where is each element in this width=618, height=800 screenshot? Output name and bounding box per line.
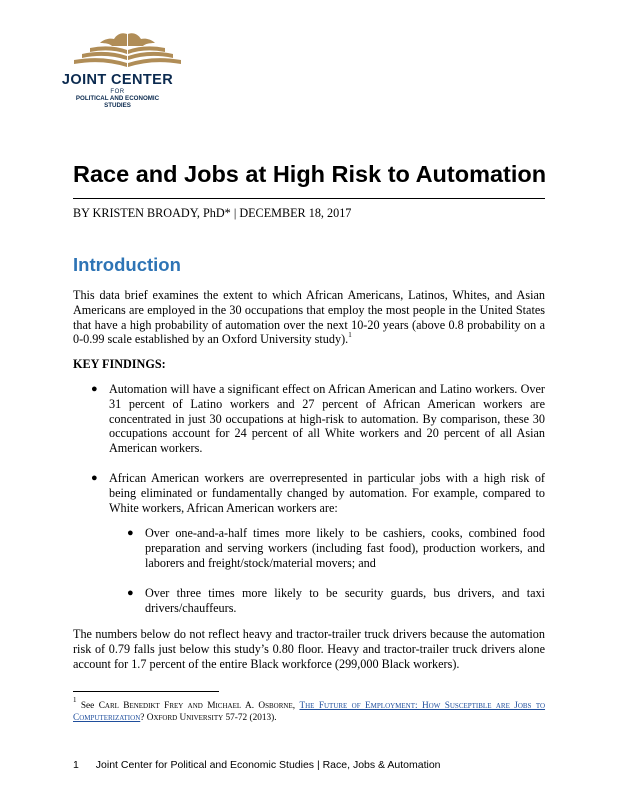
list-item	[91, 471, 545, 515]
list-item	[91, 382, 545, 456]
bullet-icon: ●	[91, 472, 98, 484]
logo-text-for: FOR	[110, 89, 125, 95]
bullet-icon: ●	[127, 527, 134, 539]
footnote-link[interactable]: The Future of Employment: How Susceptible are Jobs to Computerization	[73, 701, 546, 723]
footnote-after-link: ?	[140, 713, 145, 723]
logo-text-joint-center: JOINT CENTER	[61, 72, 174, 88]
eagle-book-icon	[70, 30, 185, 70]
footnote-authors: Carl Benedikt Frey and Michael A. Osborne,	[98, 701, 296, 711]
bullet-text: African American workers are overrepresented in particular jobs with a high risk of being eliminated or fundamentally changed by automation. For example, compared to White workers, African American workers are:	[109, 471, 545, 515]
page-footer	[73, 759, 441, 771]
footnote-number: 1	[73, 696, 77, 704]
numbers-paragraph: The numbers below do not reflect heavy and tractor-trailer truck drivers because the automation risk of 0.79 falls just below this study’s 0.80 floor. Heavy and tractor-trailer truck drivers alone account for 1.7 percent of the entire Black workforce (299,000 Black workers).	[73, 627, 545, 671]
bullet-icon: ●	[127, 587, 134, 599]
bullet-icon: ●	[91, 383, 98, 395]
sub-list-item	[127, 586, 545, 616]
logo-text-political-economic: POLITICAL AND ECONOMIC	[75, 95, 160, 102]
footnote-see: See	[80, 701, 95, 711]
footer-text: Joint Center for Political and Economic Studies | Race, Jobs & Automation	[95, 759, 441, 771]
footnote-publisher: Oxford University 57-72 (2013).	[146, 713, 277, 723]
footnote	[73, 696, 546, 724]
sub-bullet-text: Over three times more likely to be security guards, bus drivers, and taxi drivers/chauffeurs.	[145, 586, 545, 615]
sub-bullet-text: Over one-and-a-half times more likely to be cashiers, cooks, combined food preparation and serving workers (including fast food), production workers, and laborers and freight/stock/material movers; and	[145, 526, 545, 570]
byline: BY KRISTEN BROADY, PhD* | DECEMBER 18, 2017	[73, 206, 352, 220]
sub-list-item	[127, 526, 545, 570]
joint-center-logo	[60, 30, 195, 109]
title-divider	[73, 198, 545, 199]
footnote-ref[interactable]: 1	[348, 331, 352, 340]
logo-text-studies: STUDIES	[104, 102, 131, 109]
intro-paragraph	[73, 288, 545, 347]
bullet-text: Automation will have a significant effect on African American and Latino workers. Over 31 percent of Latino workers and 27 percent of African American workers are concentrated in just 30 occupations at high-risk to automation. By comparison, these 30 occupations account for 24 percent of all White workers and 20 percent of all Asian American workers.	[109, 382, 545, 456]
footnote-divider	[73, 691, 219, 692]
key-findings-heading: KEY FINDINGS:	[73, 357, 166, 371]
section-heading-introduction: Introduction	[73, 254, 181, 275]
page-number: 1	[73, 759, 79, 771]
document-title: Race and Jobs at High Risk to Automation	[73, 161, 547, 187]
intro-text: This data brief examines the extent to which African Americans, Latinos, Whites, and Asian Americans are employed in the 30 occupations that employ the most people in the United States that have a high probability of automation over the next 10-20 years (above 0.8 probability on a 0-0.99 scale established by an Oxford University study).	[73, 288, 545, 347]
